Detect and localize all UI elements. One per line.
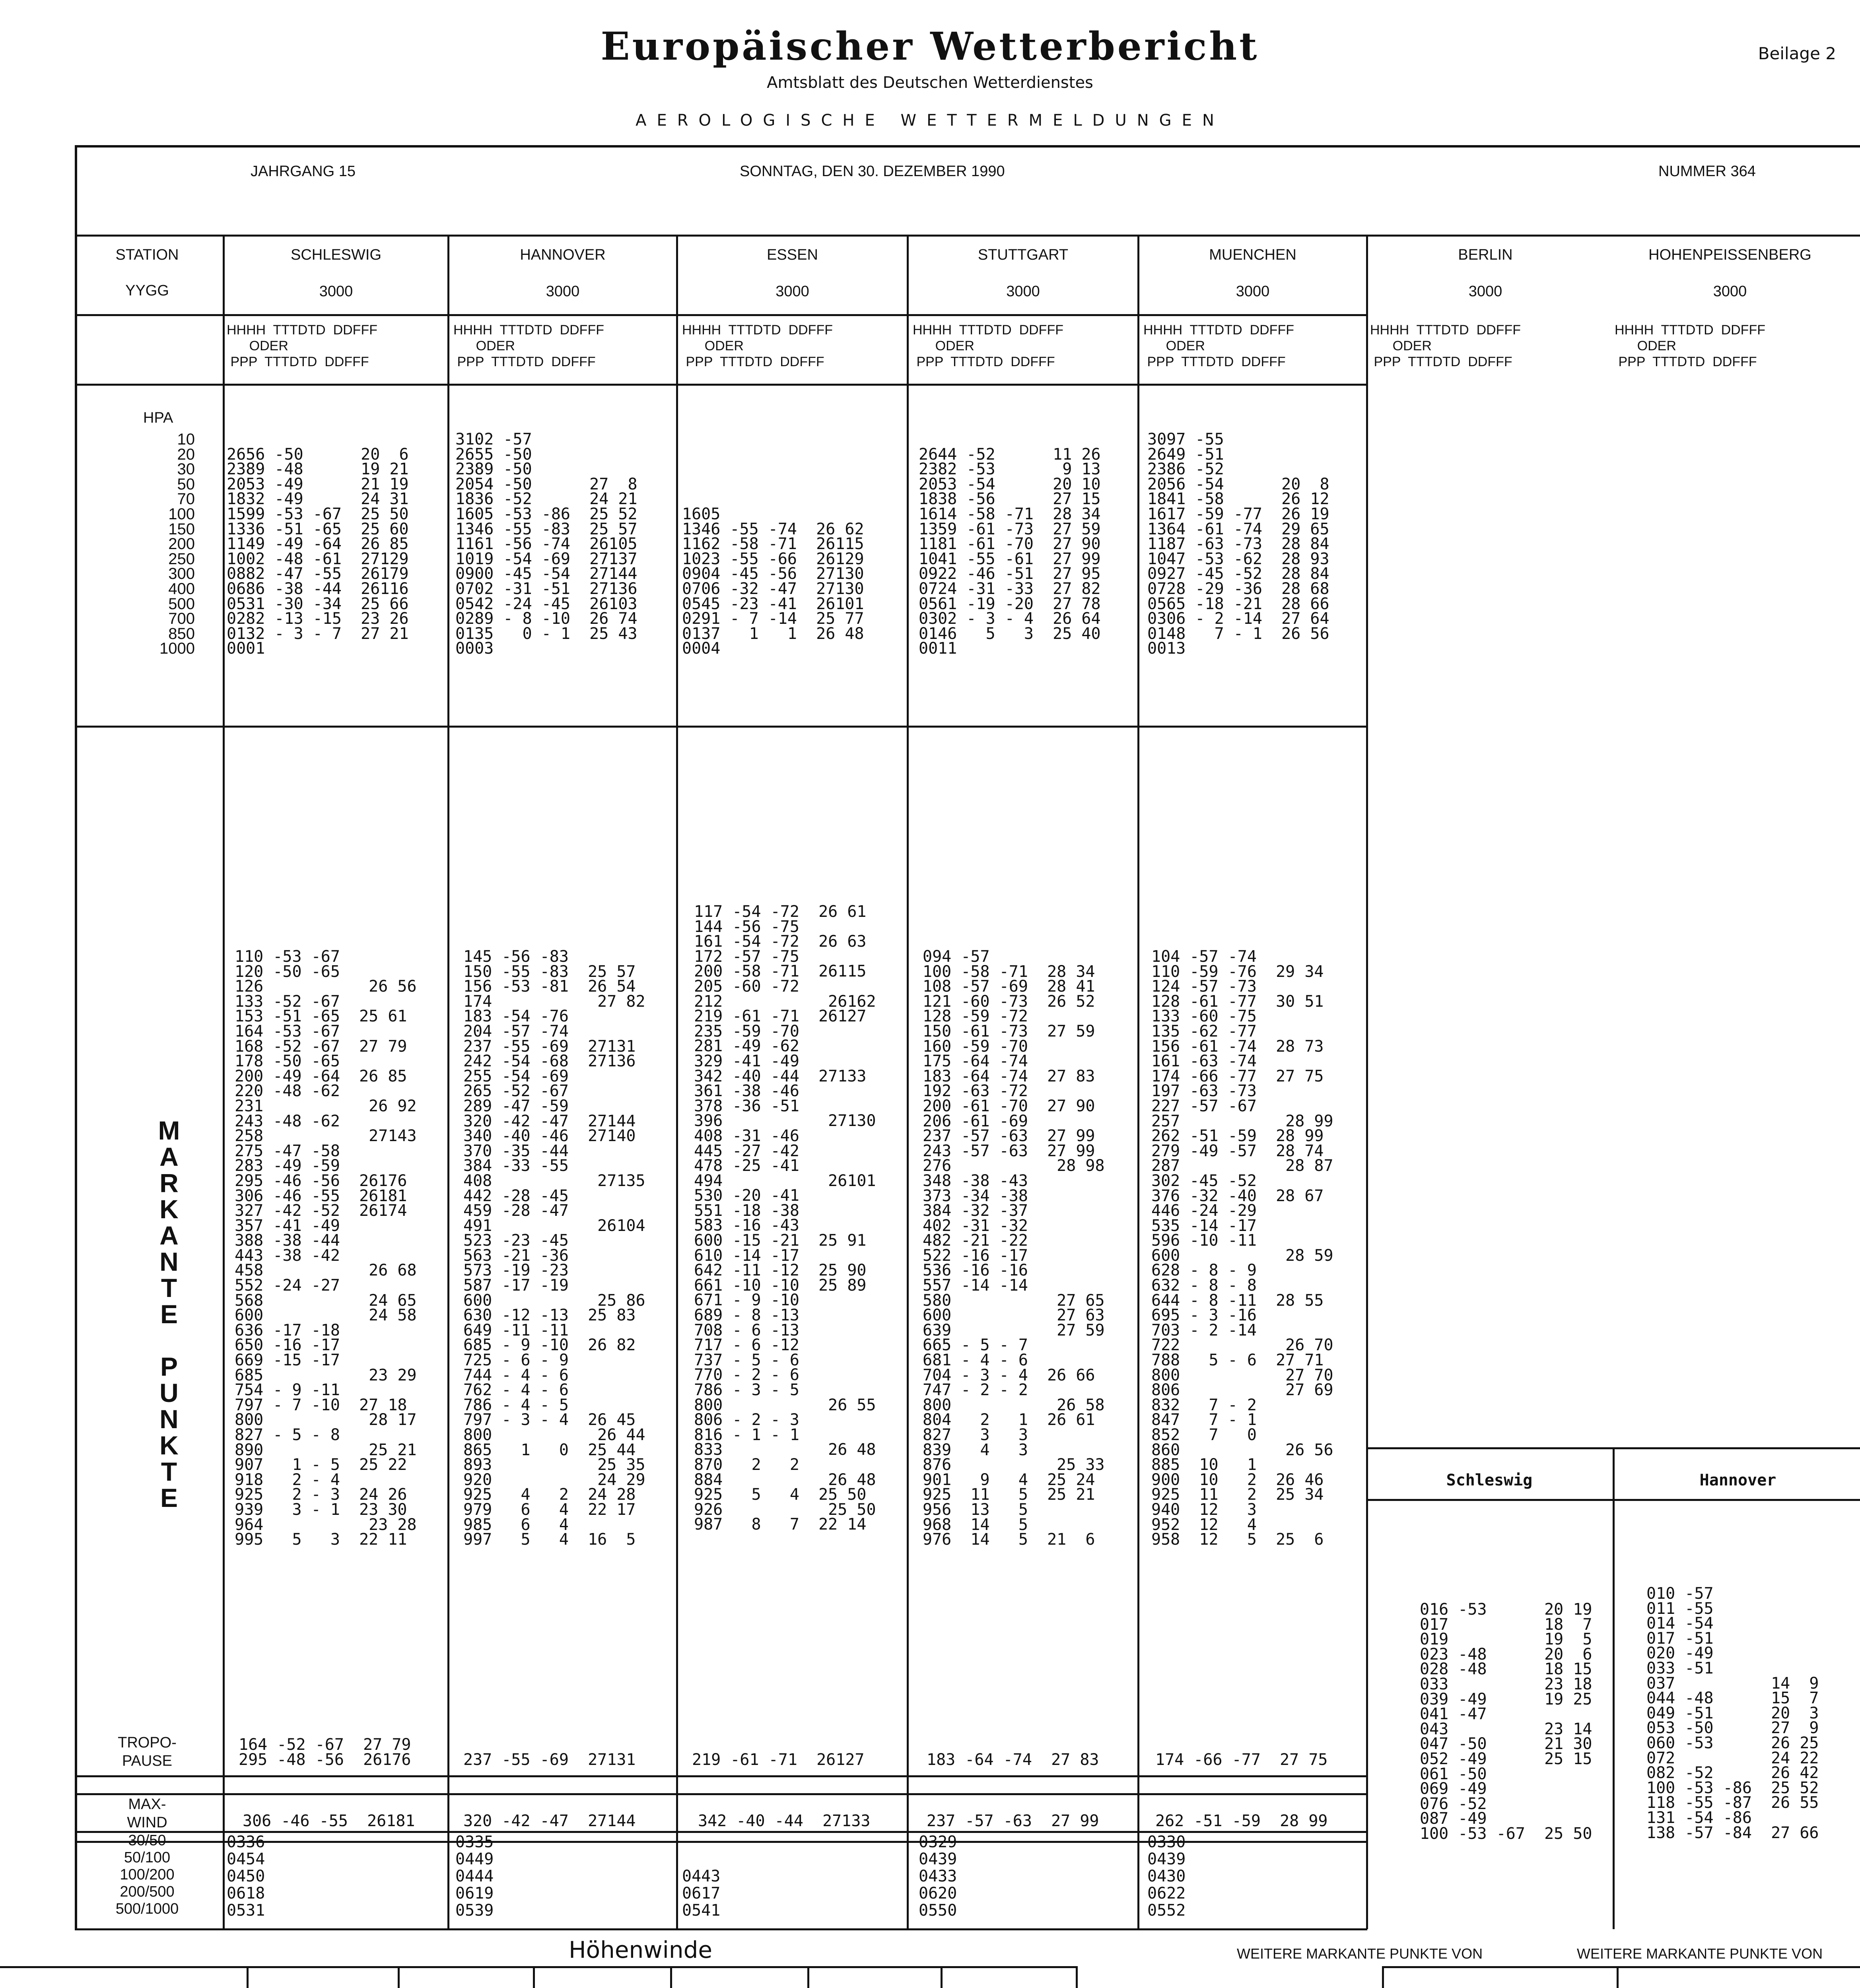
weitere-label-right: WEITERE MARKANTE PUNKTE VON <box>1577 1945 1823 1962</box>
std-levels-schleswig: 2656 -50 20 6 2389 -48 19 21 2053 -49 21 19 1832 -49 24 31 1599 -53 -67 25 50 1336 -51 -65 25 60 1149 -49 -64 26 85 1002 -48 -61 27129 0882 -47 -55 26179 0686 -38 -44 26116 0531 -30 -34 25 66 0282 -13 -15 23 26 0132 - 3 - 7 27 21 0001 <box>227 445 409 658</box>
box-hannover-points: 010 -57 011 -55 014 -54 017 -51 020 -49 033 -51 037 14 9 044 -48 15 7 049 -51 20 3 053 -50 27 9 060 -53 26 25 072 24 22 082 -52 26 42 100 -53 -86 25 52 118 -55 -87 26 55 131 -54 -86 138 -57 -84 27 66 <box>1646 1584 1819 1842</box>
yygg-label: YYGG <box>125 282 169 299</box>
hpa-label: HPA <box>143 410 173 426</box>
yygg-stuttgart: 3000 <box>1006 283 1040 300</box>
markante-essen: 117 -54 -72 26 61 144 -56 -75 161 -54 -72 26 63 172 -57 -75 200 -58 -71 26115 205 -60 -72 212 26162 219 -61 -71 26127 235 -59 -70 281 -49 -62 329 -41 -49 342 -40 -44 27133 361 -38 -46 378 -36 -51 396 27130 408 -31 -46 445 -27 -42 478 -25 -41 494 26101 530 -20 -41 551 -18 -38 583 -16 -43 600 -15 -21 25 91 610 -14 -17 642 -11 -12 25 90 661 -10 -10 25 89 671 - 9 -10 689 - 8 -13 708 - 6 -13 717 - 6 -12 737 - 5 - 6 770 - 2 - 6 786 - 3 - 5 800 26 55 806 - 2 - 3 816 - 1 - 1 833 26 48 870 2 2 884 26 48 925 5 4 25 50 926 25 50 987 8 7 22 14 <box>694 903 876 1534</box>
rule <box>75 1928 1367 1930</box>
maxwind-schleswig: 306 -46 -55 26181 <box>243 1812 415 1830</box>
rule <box>1617 1966 1619 1988</box>
thickness-essen: 0443 0617 0541 <box>682 1867 721 1920</box>
station-hannover: HANNOVER <box>520 247 606 263</box>
maxwind-essen: 342 -40 -44 27133 <box>698 1812 871 1830</box>
maxwind-label: MAX- WIND <box>127 1796 167 1831</box>
rule <box>676 235 678 1929</box>
station-stuttgart: STUTTGART <box>978 247 1069 263</box>
markante-muenchen: 104 -57 -74 110 -59 -76 29 34 124 -57 -73 128 -61 -77 30 51 133 -60 -75 135 -62 -77 156 -61 -74 28 73 161 -63 -74 174 -66 -77 27 75 197 -63 -73 227 -57 -67 257 28 99 262 -51 -59 28 99 279 -49 -57 28 74 287 28 87 302 -45 -52 376 -32 -40 28 67 446 -24 -29 535 -14 -17 596 -10 -11 600 28 59 628 - 8 - 9 632 - 8 - 8 644 - 8 -11 28 55 695 - 3 -16 703 - 2 -14 722 26 70 788 5 - 6 27 71 800 27 70 806 27 69 832 7 - 2 847 7 - 1 852 7 0 860 26 56 885 10 1 900 10 2 26 46 925 11 2 25 34 940 12 3 952 12 4 958 12 5 25 6 <box>1151 947 1333 1549</box>
std-levels-muenchen: 3097 -55 2649 -51 2386 -52 2056 -54 20 8 1841 -58 26 12 1617 -59 -77 26 19 1364 -61 -74 29 65 1187 -63 -73 28 84 1047 -53 -62 28 93 0927 -45 -52 28 84 0728 -29 -36 28 68 0565 -18 -21 28 66 0306 - 2 -14 27 64 0148 7 - 1 26 56 0013 <box>1147 430 1329 658</box>
page-subtitle: Amtsblatt des Deutschen Wetterdienstes <box>767 74 1093 92</box>
rule <box>907 235 909 1929</box>
rule <box>1366 235 1368 1929</box>
rule <box>1613 1447 1615 1929</box>
rule <box>247 1966 249 1988</box>
tropopause-label: TROPO- PAUSE <box>118 1734 177 1769</box>
station-schleswig: SCHLESWIG <box>290 247 382 263</box>
tropo-schleswig: 164 -52 -67 27 79 295 -48 -56 26176 <box>239 1736 411 1769</box>
beilage-label: Beilage 2 <box>1758 44 1836 63</box>
markante-hannover: 145 -56 -83 150 -55 -83 25 57 156 -53 -81 26 54 174 27 82 183 -54 -76 204 -57 -74 237 -55 -69 27131 242 -54 -68 27136 255 -54 -69 265 -52 -67 289 -47 -59 320 -42 -47 27144 340 -40 -46 27140 370 -35 -44 384 -33 -55 408 27135 442 -28 -45 459 -28 -47 491 26104 523 -23 -45 563 -21 -36 573 -19 -23 587 -17 -19 600 25 86 630 -12 -13 25 83 649 -11 -11 685 - 9 -10 26 82 725 - 6 - 9 744 - 4 - 6 762 - 4 - 6 786 - 4 - 5 797 - 3 - 4 26 45 800 26 44 865 1 0 25 44 893 25 35 920 24 29 925 4 2 24 28 979 6 4 22 17 985 6 4 997 5 4 16 5 <box>463 947 645 1549</box>
tropo-essen: 219 -61 -71 26127 <box>692 1750 865 1769</box>
rule <box>0 1966 1076 1968</box>
std-levels-hannover: 3102 -57 2655 -50 2389 -50 2054 -50 27 8 1836 -52 24 21 1605 -53 -86 25 52 1346 -55 -83 25 57 1161 -56 -74 26105 1019 -54 -69 27137 0900 -45 -54 27144 0702 -31 -51 27136 0542 -24 -45 26103 0289 - 8 -10 26 74 0135 0 - 1 25 43 0003 <box>455 430 637 658</box>
rule <box>223 235 225 1929</box>
station-essen: ESSEN <box>767 247 818 263</box>
rule <box>1382 1966 1384 1988</box>
col-head: HHHH TTTDTD DDFFF ODER PPP TTTDTD DDFFF <box>1370 322 1521 369</box>
col-head: HHHH TTTDTD DDFFF ODER PPP TTTDTD DDFFF <box>682 322 833 369</box>
rule <box>75 1775 1367 1777</box>
hpa-levels: 10 20 30 50 70 100 150 200 250 300 400 500 700 850 1000 <box>159 431 195 658</box>
rule <box>447 235 449 1929</box>
box-title-hannover: Hannover <box>1699 1471 1776 1489</box>
jahrgang: JAHRGANG 15 <box>251 163 356 180</box>
col-head: HHHH TTTDTD DDFFF ODER PPP TTTDTD DDFFF <box>227 322 377 369</box>
issue-date: SONNTAG, DEN 30. DEZEMBER 1990 <box>740 163 1005 180</box>
thickness-schleswig: 0336 0454 0450 0618 0531 <box>227 1833 265 1920</box>
section-title: AEROLOGISCHE WETTERMELDUNGEN <box>636 111 1224 130</box>
rule <box>75 384 1367 386</box>
std-levels-stuttgart: 2644 -52 11 26 2382 -53 9 13 2053 -54 20 10 1838 -56 27 15 1614 -58 -71 28 34 1359 -61 -73 27 59 1181 -61 -70 27 90 1041 -55 -61 27 99 0922 -46 -51 27 95 0724 -31 -33 27 82 0561 -19 -20 27 78 0302 - 3 - 4 26 64 0146 5 3 25 40 0011 <box>919 445 1101 658</box>
weitere-label-left: WEITERE MARKANTE PUNKTE VON <box>1237 1945 1483 1962</box>
thickness-hannover: 0335 0449 0444 0619 0539 <box>455 1833 494 1920</box>
thickness-stuttgart: 0329 0439 0433 0620 0550 <box>919 1833 957 1920</box>
rule <box>1076 1966 1078 1988</box>
maxwind-muenchen: 262 -51 -59 28 99 <box>1155 1812 1328 1830</box>
col-head: HHHH TTTDTD DDFFF ODER PPP TTTDTD DDFFF <box>453 322 604 369</box>
col-head: HHHH TTTDTD DDFFF ODER PPP TTTDTD DDFFF <box>913 322 1063 369</box>
rule <box>533 1966 535 1988</box>
markante-stuttgart: 094 -57 100 -58 -71 28 34 108 -57 -69 28 41 121 -60 -73 26 52 128 -59 -72 150 -61 -73 27 59 160 -59 -70 175 -64 -74 183 -64 -74 27 83 192 -63 -72 200 -61 -70 27 90 206 -61 -69 237 -57 -63 27 99 243 -57 -63 27 99 276 28 98 348 -38 -43 373 -34 -38 384 -32 -37 402 -31 -32 482 -21 -22 522 -16 -17 536 -16 -16 557 -14 -14 580 27 65 600 27 63 639 27 59 665 - 5 - 7 681 - 4 - 6 704 - 3 - 4 26 66 747 - 2 - 2 800 26 58 804 2 1 26 61 827 3 3 839 4 3 876 25 33 901 9 4 25 24 925 11 5 25 21 956 13 5 968 14 5 976 14 5 21 6 <box>923 947 1105 1549</box>
rule <box>1137 235 1139 1929</box>
rule <box>75 1793 1367 1795</box>
col-head: HHHH TTTDTD DDFFF ODER PPP TTTDTD DDFFF <box>1143 322 1294 369</box>
box-title-schleswig: Schleswig <box>1446 1471 1533 1489</box>
rule <box>1382 1966 1860 1968</box>
station-muenchen: MUENCHEN <box>1209 247 1296 263</box>
rule <box>75 314 1367 316</box>
tropo-muenchen: 174 -66 -77 27 75 <box>1155 1750 1328 1769</box>
markante-schleswig: 110 -53 -67 120 -50 -65 126 26 56 133 -52 -67 153 -51 -65 25 61 164 -53 -67 168 -52 -67 27 79 178 -50 -65 200 -49 -64 26 85 220 -48 -62 231 26 92 243 -48 -62 258 27143 275 -47 -58 283 -49 -59 295 -46 -56 26176 306 -46 -55 26181 327 -42 -52 26174 357 -41 -49 388 -38 -44 443 -38 -42 458 26 68 552 -24 -27 568 24 65 600 24 58 636 -17 -18 650 -16 -17 669 -15 -17 685 23 29 754 - 9 -11 797 - 7 -10 27 18 800 28 17 827 - 5 - 8 890 25 21 907 1 - 5 25 22 918 2 - 4 925 2 - 3 24 26 939 3 - 1 23 30 964 23 28 995 5 3 22 11 <box>235 947 417 1549</box>
yygg-schleswig: 3000 <box>319 283 353 300</box>
yygg-hohenpeissenberg: 3000 <box>1713 283 1747 300</box>
thickness-labels: 30/50 50/100 100/200 200/500 500/1000 <box>115 1832 179 1917</box>
rule <box>75 726 1367 728</box>
tropo-stuttgart: 183 -64 -74 27 83 <box>927 1750 1099 1769</box>
rule <box>807 1966 809 1988</box>
page-title: Europäischer Wetterbericht <box>601 24 1259 69</box>
hoehenwinde-title: Höhenwinde <box>569 1936 713 1963</box>
station-berlin: BERLIN <box>1458 247 1513 263</box>
yygg-muenchen: 3000 <box>1236 283 1270 300</box>
rule <box>75 235 1860 237</box>
col-head: HHHH TTTDTD DDFFF ODER PPP TTTDTD DDFFF <box>1615 322 1765 369</box>
rule <box>941 1966 943 1988</box>
yygg-hannover: 3000 <box>546 283 580 300</box>
station-hohenpeissenberg: HOHENPEISSENBERG <box>1648 247 1811 263</box>
yygg-berlin: 3000 <box>1468 283 1502 300</box>
rule <box>398 1966 400 1988</box>
rule <box>670 1966 672 1988</box>
box-schleswig-points: 016 -53 20 19 017 18 7 019 19 5 023 -48 20 6 028 -48 18 15 033 23 18 039 -49 19 25 041 -47 043 23 14 047 -50 21 30 052 -49 25 15 061 -50 069 -49 076 -52 087 -49 100 -53 -67 25 50 <box>1420 1600 1592 1843</box>
station-label: STATION <box>115 247 179 263</box>
issue-number: NUMMER 364 <box>1658 163 1756 180</box>
tropo-hannover: 237 -55 -69 27131 <box>463 1750 636 1769</box>
yygg-essen: 3000 <box>775 283 809 300</box>
thickness-muenchen: 0330 0439 0430 0622 0552 <box>1147 1833 1186 1920</box>
maxwind-hannover: 320 -42 -47 27144 <box>463 1812 636 1830</box>
maxwind-stuttgart: 237 -57 -63 27 99 <box>927 1812 1099 1830</box>
markante-punkte-label: M A R K A N T E P U N K T E <box>158 1116 180 1512</box>
std-levels-essen: 1605 1346 -55 -74 26 62 1162 -58 -71 26115 1023 -55 -66 26129 0904 -45 -56 27130 0706 -32 -47 27130 0545 -23 -41 26101 0291 - 7 -14 25 77 0137 1 1 26 48 0004 <box>682 505 864 658</box>
